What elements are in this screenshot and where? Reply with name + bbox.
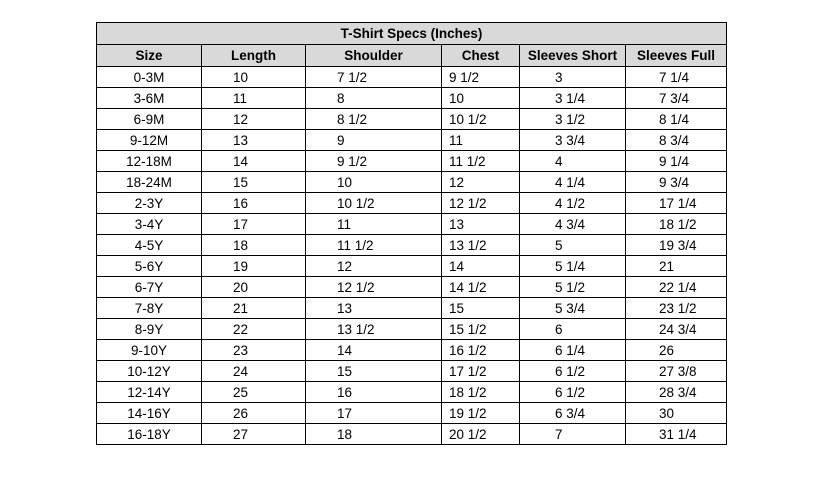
table-row — [97, 151, 727, 172]
length-cell: 16 — [202, 193, 306, 214]
table-row — [97, 382, 727, 403]
shoulder-cell: 11 — [306, 214, 442, 235]
length-cell: 11 — [202, 88, 306, 109]
header-length: Length — [202, 45, 306, 67]
length-cell: 14 — [202, 151, 306, 172]
chest-cell: 12 — [442, 172, 520, 193]
size-cell: 16-18Y — [97, 424, 202, 445]
size-cell: 2-3Y — [97, 193, 202, 214]
header-sleeves-full: Sleeves Full — [626, 45, 727, 67]
sleeves-short-cell: 3 3/4 — [520, 130, 626, 151]
header-shoulder: Shoulder — [306, 45, 442, 67]
chest-cell: 18 1/2 — [442, 382, 520, 403]
length-cell: 12 — [202, 109, 306, 130]
size-cell: 3-4Y — [97, 214, 202, 235]
size-cell: 12-14Y — [97, 382, 202, 403]
size-cell: 12-18M — [97, 151, 202, 172]
sleeves-full-cell: 30 — [626, 403, 727, 424]
sleeves-short-cell: 4 — [520, 151, 626, 172]
sleeves-full-cell: 27 3/8 — [626, 361, 727, 382]
table-row — [97, 277, 727, 298]
sleeves-full-cell: 31 1/4 — [626, 424, 727, 445]
size-cell: 9-12M — [97, 130, 202, 151]
size-cell: 0-3M — [97, 67, 202, 88]
sleeves-full-cell: 26 — [626, 340, 727, 361]
length-cell: 21 — [202, 298, 306, 319]
table-row — [97, 319, 727, 340]
length-cell: 13 — [202, 130, 306, 151]
size-cell: 18-24M — [97, 172, 202, 193]
sleeves-short-cell: 3 1/2 — [520, 109, 626, 130]
length-cell: 18 — [202, 235, 306, 256]
length-cell: 17 — [202, 214, 306, 235]
length-cell: 25 — [202, 382, 306, 403]
chest-cell: 15 1/2 — [442, 319, 520, 340]
chest-cell: 14 — [442, 256, 520, 277]
sleeves-short-cell: 6 3/4 — [520, 403, 626, 424]
shoulder-cell: 17 — [306, 403, 442, 424]
chest-cell: 19 1/2 — [442, 403, 520, 424]
shoulder-cell: 8 1/2 — [306, 109, 442, 130]
shoulder-cell: 12 1/2 — [306, 277, 442, 298]
shoulder-cell: 7 1/2 — [306, 67, 442, 88]
length-cell: 24 — [202, 361, 306, 382]
chest-cell: 10 1/2 — [442, 109, 520, 130]
table-row — [97, 235, 727, 256]
shoulder-cell: 13 1/2 — [306, 319, 442, 340]
chest-cell: 15 — [442, 298, 520, 319]
shoulder-cell: 10 — [306, 172, 442, 193]
shoulder-cell: 11 1/2 — [306, 235, 442, 256]
table-row — [97, 193, 727, 214]
shoulder-cell: 8 — [306, 88, 442, 109]
table-row — [97, 256, 727, 277]
sleeves-short-cell: 5 1/2 — [520, 277, 626, 298]
sleeves-full-cell: 9 3/4 — [626, 172, 727, 193]
table-row — [97, 403, 727, 424]
header-row — [97, 45, 727, 67]
length-cell: 23 — [202, 340, 306, 361]
shoulder-cell: 13 — [306, 298, 442, 319]
size-cell: 4-5Y — [97, 235, 202, 256]
sleeves-short-cell: 3 — [520, 67, 626, 88]
length-cell: 26 — [202, 403, 306, 424]
length-cell: 10 — [202, 67, 306, 88]
shoulder-cell: 9 1/2 — [306, 151, 442, 172]
shoulder-cell: 16 — [306, 382, 442, 403]
shoulder-cell: 18 — [306, 424, 442, 445]
sleeves-full-cell: 7 3/4 — [626, 88, 727, 109]
shoulder-cell: 14 — [306, 340, 442, 361]
chest-cell: 14 1/2 — [442, 277, 520, 298]
table-body — [97, 67, 727, 445]
sleeves-short-cell: 4 1/2 — [520, 193, 626, 214]
sleeves-short-cell: 4 3/4 — [520, 214, 626, 235]
sleeves-full-cell: 8 1/4 — [626, 109, 727, 130]
shoulder-cell: 10 1/2 — [306, 193, 442, 214]
table-row — [97, 340, 727, 361]
table-row — [97, 424, 727, 445]
length-cell: 19 — [202, 256, 306, 277]
size-cell: 7-8Y — [97, 298, 202, 319]
length-cell: 22 — [202, 319, 306, 340]
table-row — [97, 172, 727, 193]
header-sleeves-short: Sleeves Short — [520, 45, 626, 67]
chest-cell: 11 1/2 — [442, 151, 520, 172]
sleeves-short-cell: 4 1/4 — [520, 172, 626, 193]
sleeves-short-cell: 3 1/4 — [520, 88, 626, 109]
table-row — [97, 130, 727, 151]
table-row — [97, 109, 727, 130]
sleeves-short-cell: 6 1/4 — [520, 340, 626, 361]
table-row — [97, 67, 727, 88]
sleeves-short-cell: 5 — [520, 235, 626, 256]
sleeves-full-cell: 9 1/4 — [626, 151, 727, 172]
sleeves-short-cell: 5 3/4 — [520, 298, 626, 319]
table-row — [97, 298, 727, 319]
table-row — [97, 214, 727, 235]
sleeves-full-cell: 8 3/4 — [626, 130, 727, 151]
sleeves-full-cell: 18 1/2 — [626, 214, 727, 235]
size-cell: 10-12Y — [97, 361, 202, 382]
chest-cell: 16 1/2 — [442, 340, 520, 361]
chest-cell: 10 — [442, 88, 520, 109]
chest-cell: 12 1/2 — [442, 193, 520, 214]
table-row — [97, 88, 727, 109]
length-cell: 20 — [202, 277, 306, 298]
sleeves-full-cell: 28 3/4 — [626, 382, 727, 403]
title-row — [97, 23, 727, 45]
size-cell: 6-9M — [97, 109, 202, 130]
sleeves-full-cell: 7 1/4 — [626, 67, 727, 88]
size-cell: 8-9Y — [97, 319, 202, 340]
sleeves-full-cell: 24 3/4 — [626, 319, 727, 340]
shoulder-cell: 12 — [306, 256, 442, 277]
sleeves-full-cell: 22 1/4 — [626, 277, 727, 298]
chest-cell: 9 1/2 — [442, 67, 520, 88]
sleeves-short-cell: 6 1/2 — [520, 361, 626, 382]
header-size: Size — [97, 45, 202, 67]
sleeves-short-cell: 6 1/2 — [520, 382, 626, 403]
chest-cell: 13 — [442, 214, 520, 235]
chest-cell: 11 — [442, 130, 520, 151]
size-cell: 5-6Y — [97, 256, 202, 277]
table-title: T-Shirt Specs (Inches) — [97, 23, 727, 45]
shoulder-cell: 15 — [306, 361, 442, 382]
sleeves-short-cell: 7 — [520, 424, 626, 445]
length-cell: 27 — [202, 424, 306, 445]
shoulder-cell: 9 — [306, 130, 442, 151]
sleeves-full-cell: 23 1/2 — [626, 298, 727, 319]
size-cell: 6-7Y — [97, 277, 202, 298]
length-cell: 15 — [202, 172, 306, 193]
sleeves-short-cell: 6 — [520, 319, 626, 340]
header-chest: Chest — [442, 45, 520, 67]
chest-cell: 20 1/2 — [442, 424, 520, 445]
size-cell: 9-10Y — [97, 340, 202, 361]
sleeves-short-cell: 5 1/4 — [520, 256, 626, 277]
chest-cell: 13 1/2 — [442, 235, 520, 256]
sleeves-full-cell: 19 3/4 — [626, 235, 727, 256]
sleeves-full-cell: 17 1/4 — [626, 193, 727, 214]
size-cell: 14-16Y — [97, 403, 202, 424]
chest-cell: 17 1/2 — [442, 361, 520, 382]
table-row — [97, 361, 727, 382]
size-cell: 3-6M — [97, 88, 202, 109]
sleeves-full-cell: 21 — [626, 256, 727, 277]
tshirt-specs-table — [96, 22, 727, 445]
